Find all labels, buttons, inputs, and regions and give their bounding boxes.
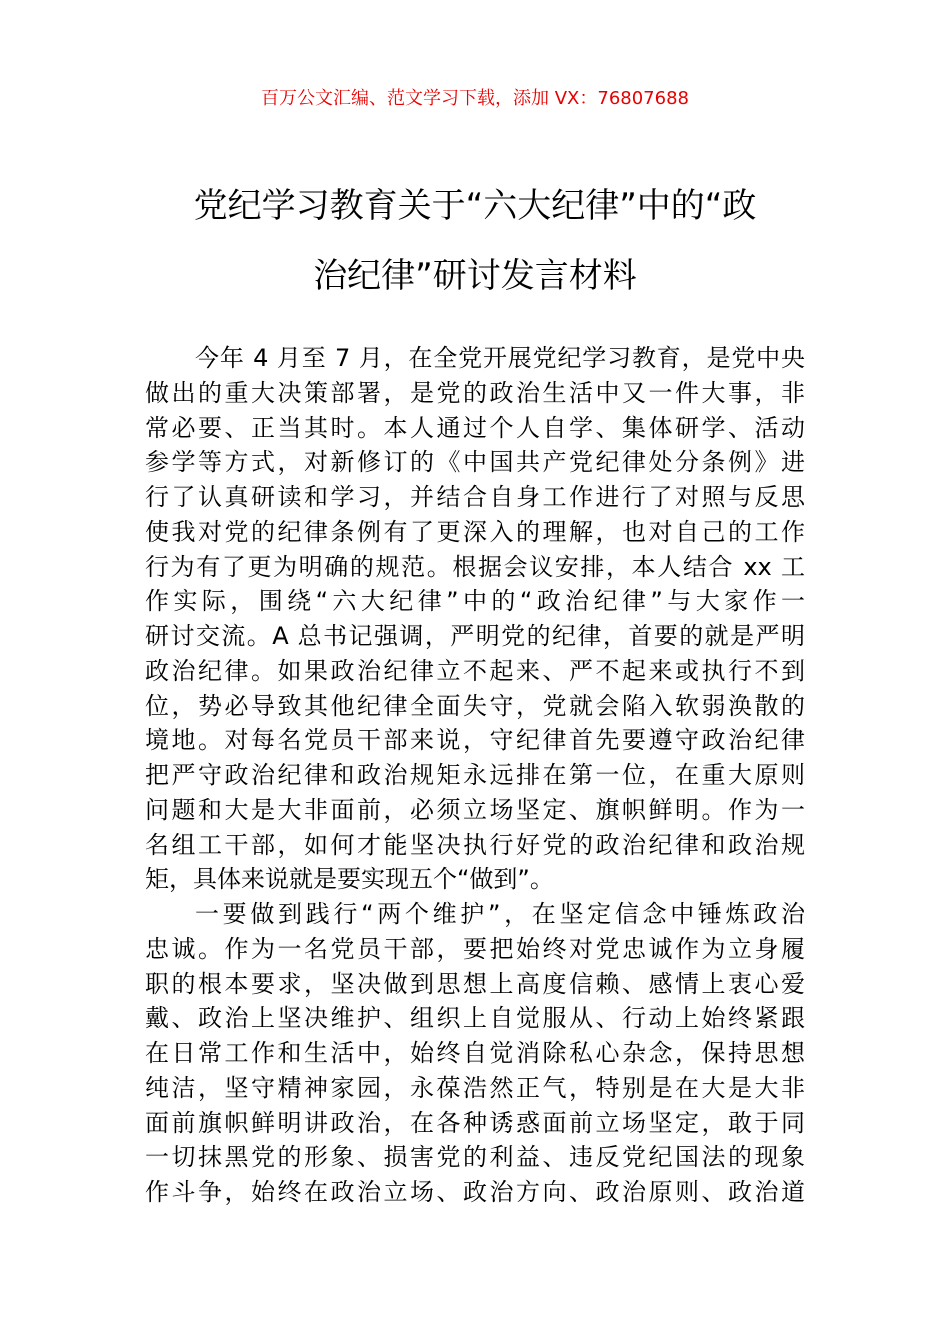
paragraph-line: 做出的重大决策部署，是党的政治生活中又一件大事，非 [145, 378, 805, 407]
paragraph-line: 一要做到践行“两个维护”，在坚定信念中锤炼政治 [195, 900, 805, 928]
paragraph-line: 境地。对每名党员干部来说，守纪律首先要遵守政治纪律 [145, 726, 805, 755]
paragraph-line: 纯洁，坚守精神家园，永葆浩然正气，特别是在大是大非 [145, 1073, 805, 1102]
paragraph-line: 问题和大是大非面前，必须立场坚定、旗帜鲜明。作为一 [145, 795, 805, 824]
paragraph-line: 常必要、正当其时。本人通过个人自学、集体研学、活动 [145, 413, 805, 442]
paragraph-line: 政治纪律。如果政治纪律立不起来、严不起来或执行不到 [145, 656, 805, 685]
paragraph-line: 职的根本要求，坚决做到思想上高度信赖、感情上衷心爱 [145, 969, 805, 998]
paragraph-line: 作实际，围绕“六大纪律”中的“政治纪律”与大家作一 [145, 587, 805, 616]
paragraph-line: 把严守政治纪律和政治规矩永远排在第一位，在重大原则 [145, 761, 805, 789]
watermark-header: 百万公文汇编、范文学习下载，添加 VX：76807688 [261, 88, 689, 109]
document-title-line-1: 党纪学习教育关于“六大纪律”中的“政 [193, 186, 757, 226]
paragraph-line: 戴、政治上坚决维护、组织上自觉服从、行动上始终紧跟 [145, 1004, 805, 1033]
paragraph-line: 今年 4 月至 7 月，在全党开展党纪学习教育，是党中央 [195, 344, 805, 372]
paragraph-line: 作斗争，始终在政治立场、政治方向、政治原则、政治道 [145, 1178, 805, 1206]
paragraph-line: 使我对党的纪律条例有了更深入的理解，也对自己的工作 [145, 517, 805, 546]
paragraph-line: 在日常工作和生活中，始终自觉消除私心杂念，保持思想 [145, 1039, 805, 1067]
paragraph-line: 参学等方式，对新修订的《中国共产党纪律处分条例》进 [145, 448, 805, 477]
paragraph-line: 行为有了更为明确的规范。根据会议安排，本人结合 xx 工 [145, 552, 805, 581]
paragraph-line: 名组工干部，如何才能坚决执行好党的政治纪律和政治规 [145, 830, 805, 859]
paragraph-line: 行了认真研读和学习，并结合自身工作进行了对照与反思 [145, 483, 805, 511]
paragraph-line: 忠诚。作为一名党员干部，要把始终对党忠诚作为立身履 [145, 934, 805, 963]
paragraph-line: 面前旗帜鲜明讲政治，在各种诱惑面前立场坚定，敢于同 [145, 1108, 805, 1137]
paragraph-line: 位，势必导致其他纪律全面失守，党就会陷入软弱涣散的 [145, 691, 805, 720]
paragraph-line: 一切抹黑党的形象、损害党的利益、违反党纪国法的现象 [145, 1143, 805, 1172]
document-body [145, 341, 805, 1210]
document-title-line-2: 治纪律”研讨发言材料 [313, 256, 637, 296]
paragraph-line: 研讨交流。A 总书记强调，严明党的纪律，首要的就是严明 [145, 622, 805, 650]
paragraph-line: 矩，具体来说就是要实现五个“做到”。 [145, 865, 554, 894]
